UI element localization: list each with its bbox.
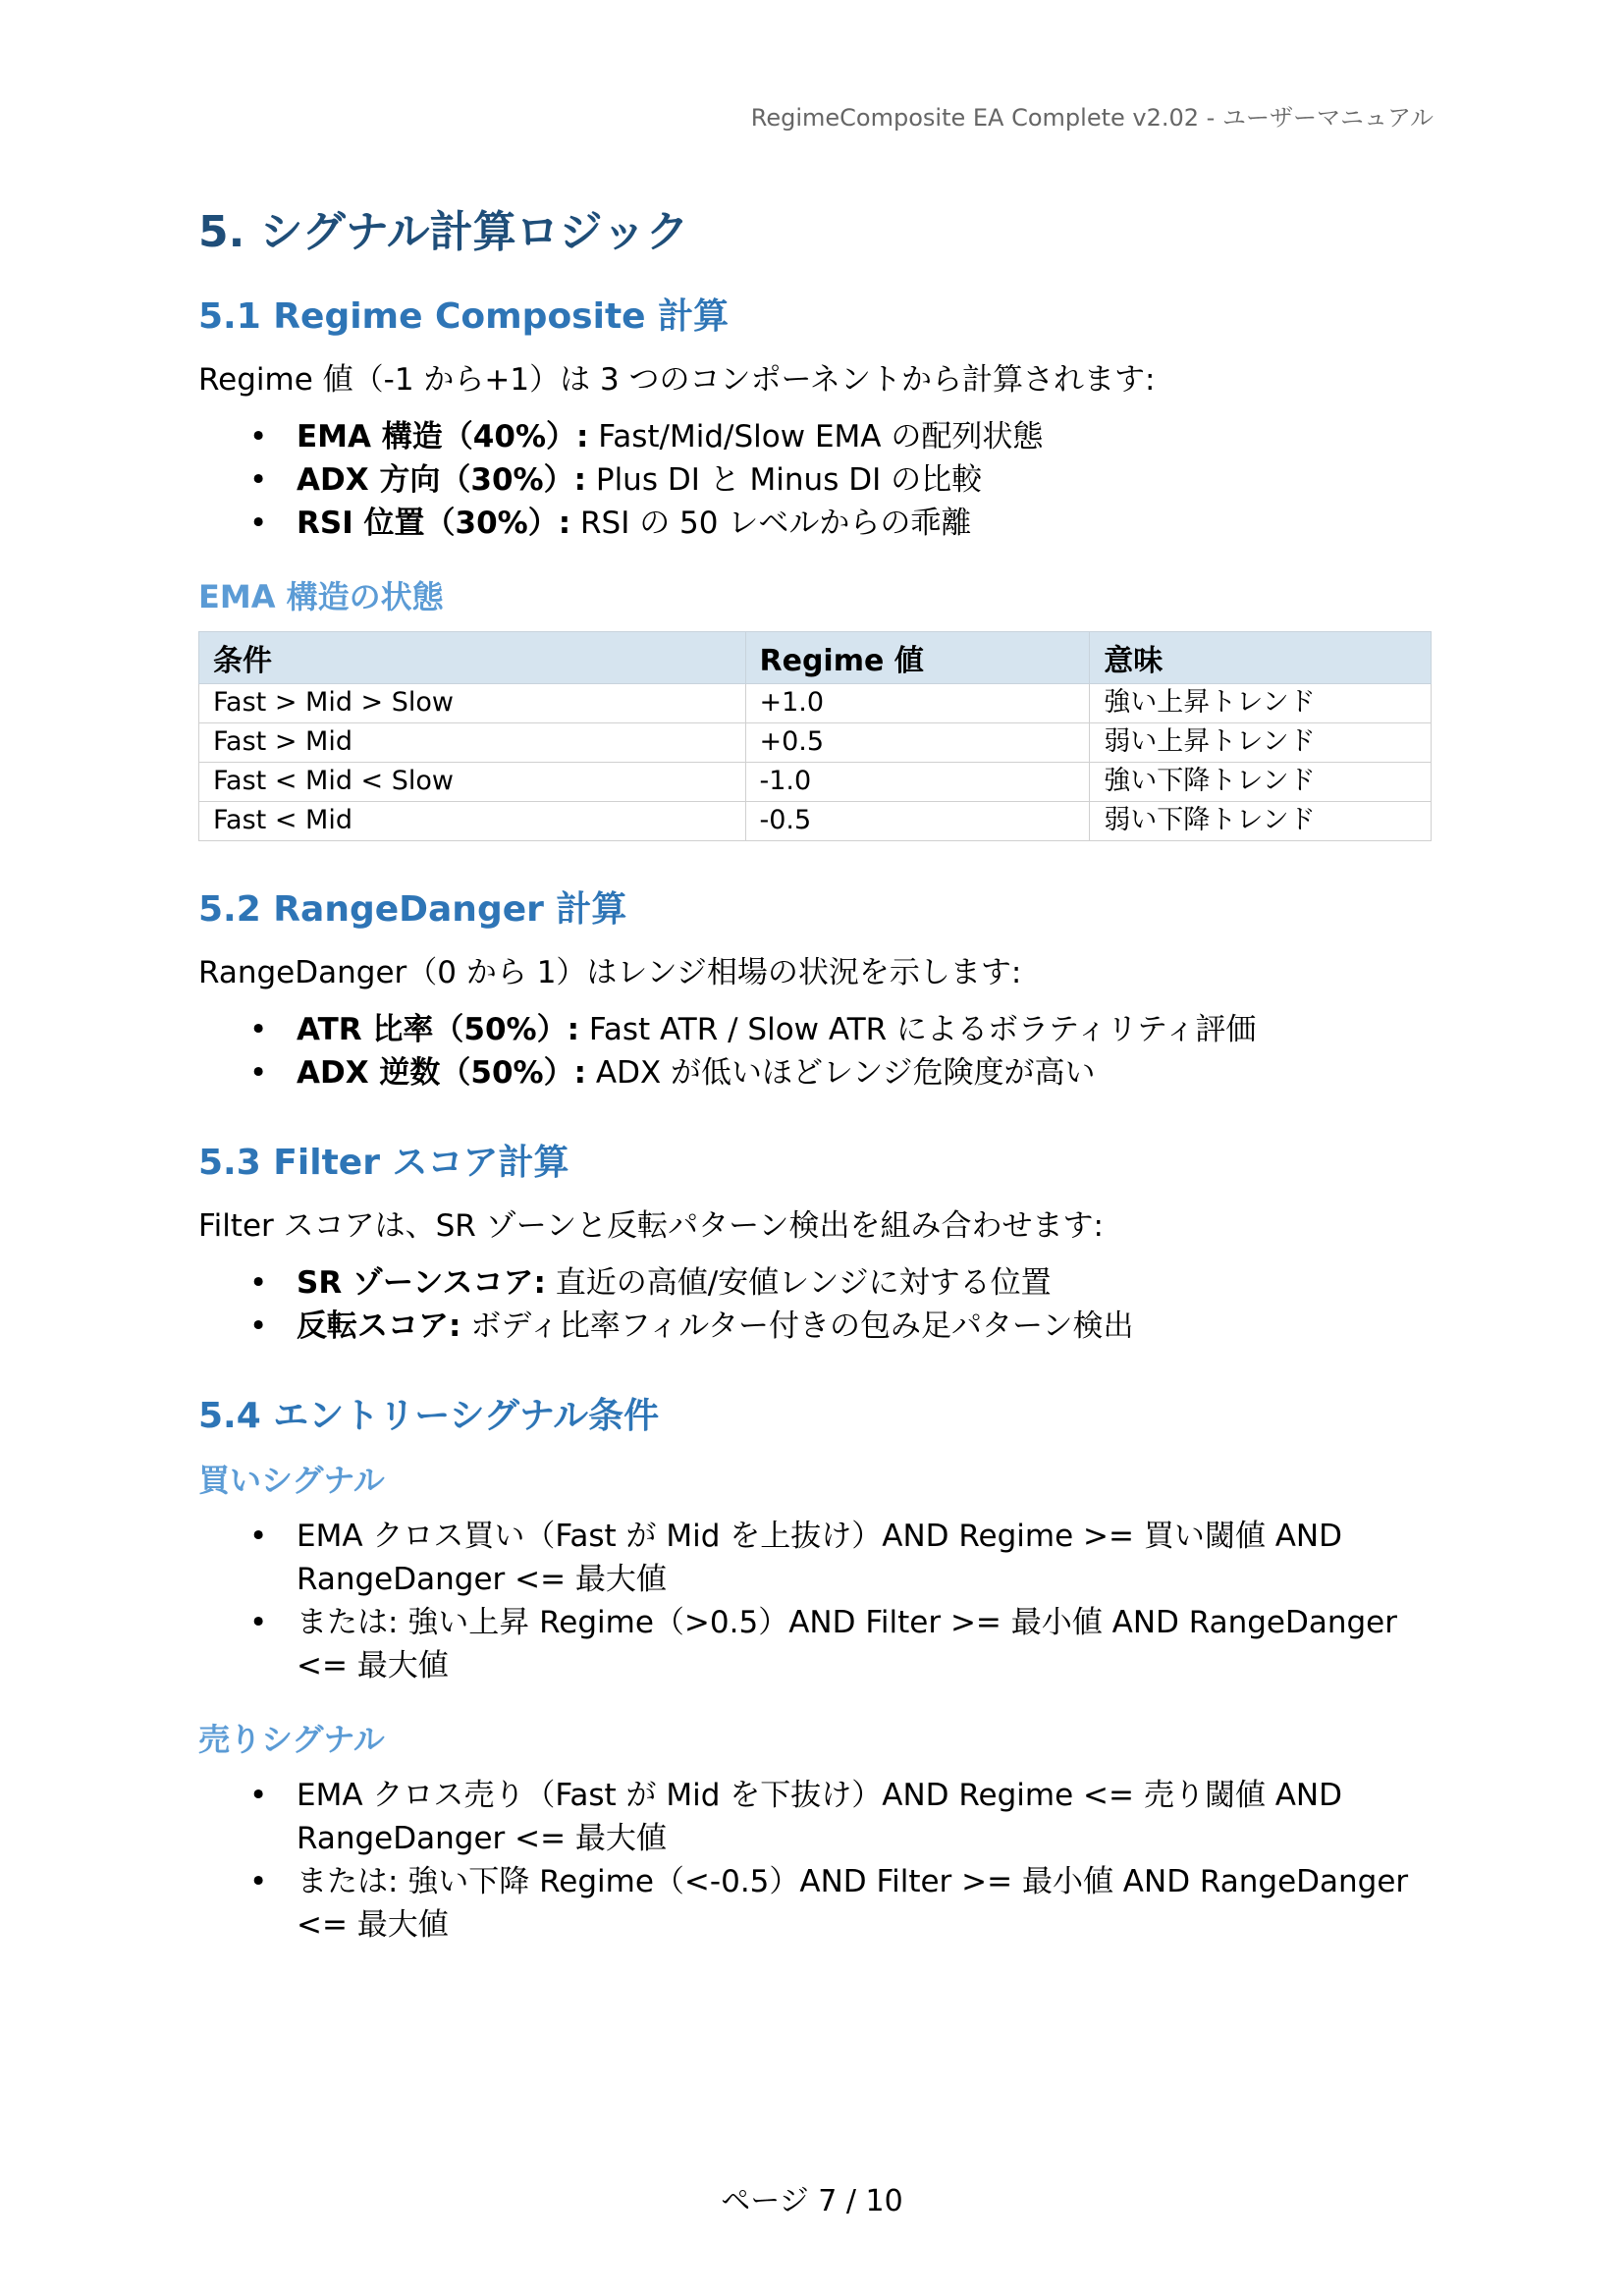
table-cell: +1.0	[745, 684, 1090, 723]
section-heading-5-4: 5.4 エントリーシグナル条件	[198, 1396, 660, 1436]
list-item	[198, 502, 1432, 545]
column-header: 意味	[1090, 632, 1432, 684]
section-intro-5-1: Regime 値（-1 から+1）は 3 つのコンポーネントから計算されます:	[198, 362, 1156, 398]
item-text-line: RangeDanger <= 最大値	[297, 1562, 667, 1597]
bullet-icon: •	[249, 1778, 268, 1813]
bullet-icon: •	[249, 1308, 268, 1344]
list-item	[198, 1860, 1432, 1947]
item-label: ADX 逆数（50%）:	[297, 1055, 587, 1091]
bullet-icon: •	[249, 1864, 268, 1899]
list-item	[198, 1008, 1432, 1051]
table-cell: 弱い下降トレンド	[1090, 802, 1432, 841]
table-cell: Fast < Mid < Slow	[199, 763, 746, 802]
table-cell: Fast > Mid	[199, 723, 746, 763]
table-row	[199, 802, 1432, 841]
item-text: Fast ATR / Slow ATR によるボラティリティ評価	[579, 1012, 1257, 1047]
item-label: 反転スコア:	[297, 1308, 461, 1344]
sell-signal-list	[198, 1774, 1432, 1947]
ema-structure-table	[198, 631, 1432, 841]
table-cell: 強い上昇トレンド	[1090, 684, 1432, 723]
bullet-icon: •	[249, 506, 268, 541]
table-row	[199, 723, 1432, 763]
item-text: ADX が低いほどレンジ危険度が高い	[586, 1055, 1096, 1091]
column-header: Regime 値	[745, 632, 1090, 684]
bullet-icon: •	[249, 419, 268, 454]
bullet-list-5-3	[198, 1261, 1432, 1348]
section-heading-5-3: 5.3 Filter スコア計算	[198, 1143, 569, 1183]
section-intro-5-2: RangeDanger（0 から 1）はレンジ相場の状況を示します:	[198, 955, 1022, 990]
item-text-line: <= 最大値	[297, 1907, 449, 1943]
list-item	[198, 458, 1432, 502]
item-label: RSI 位置（30%）:	[297, 506, 571, 541]
item-label: ATR 比率（50%）:	[297, 1012, 579, 1047]
item-text: 直近の高値/安値レンジに対する位置	[545, 1265, 1052, 1301]
table-cell: Fast < Mid	[199, 802, 746, 841]
list-item	[198, 1305, 1432, 1348]
item-text-line: または: 強い上昇 Regime（>0.5）AND Filter >= 最小値 AND RangeDanger	[297, 1605, 1397, 1640]
section-heading-5-1: 5.1 Regime Composite 計算	[198, 296, 730, 337]
page-content	[198, 201, 1432, 1976]
item-text: RSI の 50 レベルからの乖離	[570, 506, 972, 541]
item-text-line: EMA クロス売り（Fast が Mid を下抜け）AND Regime <= 売り閾値 AND	[297, 1778, 1342, 1813]
table-row	[199, 684, 1432, 723]
bullet-icon: •	[249, 462, 268, 498]
table-row	[199, 763, 1432, 802]
list-item	[198, 1051, 1432, 1095]
section-intro-5-3: Filter スコアは、SR ゾーンと反転パターン検出を組み合わせます:	[198, 1208, 1104, 1244]
page-number: ページ 7 / 10	[721, 2184, 903, 2218]
section-heading-5-2: 5.2 RangeDanger 計算	[198, 889, 627, 930]
bullet-list-5-2	[198, 1008, 1432, 1095]
table-heading: EMA 構造の状態	[198, 578, 444, 615]
list-item	[198, 1261, 1432, 1305]
item-text-line: <= 最大値	[297, 1648, 449, 1683]
item-text-line: または: 強い下降 Regime（<-0.5）AND Filter >= 最小値 AND RangeDanger	[297, 1864, 1409, 1899]
item-text: ボディ比率フィルター付きの包み足パターン検出	[460, 1308, 1134, 1344]
buy-signal-heading: 買いシグナル	[198, 1462, 385, 1499]
running-header: RegimeComposite EA Complete v2.02 - ユーザーマニュアル	[750, 104, 1434, 132]
table-cell: -0.5	[745, 802, 1090, 841]
bullet-list-5-1	[198, 415, 1432, 545]
bullet-icon: •	[249, 1055, 268, 1091]
item-label: EMA 構造（40%）:	[297, 419, 589, 454]
item-label: SR ゾーンスコア:	[297, 1265, 546, 1301]
bullet-icon: •	[249, 1605, 268, 1640]
item-text: Plus DI と Minus DI の比較	[586, 462, 983, 498]
sell-signal-heading: 売りシグナル	[198, 1721, 385, 1758]
list-item	[198, 415, 1432, 458]
item-text: Fast/Mid/Slow EMA の配列状態	[588, 419, 1044, 454]
item-label: ADX 方向（30%）:	[297, 462, 587, 498]
list-item	[198, 1601, 1432, 1687]
table-cell: 強い下降トレンド	[1090, 763, 1432, 802]
bullet-icon: •	[249, 1519, 268, 1554]
table-cell: -1.0	[745, 763, 1090, 802]
item-text-line: EMA クロス買い（Fast が Mid を上抜け）AND Regime >= 買い閾値 AND	[297, 1519, 1342, 1554]
table-cell: +0.5	[745, 723, 1090, 763]
buy-signal-list	[198, 1515, 1432, 1687]
table-cell: 弱い上昇トレンド	[1090, 723, 1432, 763]
bullet-icon: •	[249, 1265, 268, 1301]
page-title: 5. シグナル計算ロジック	[198, 207, 689, 257]
bullet-icon: •	[249, 1012, 268, 1047]
list-item	[198, 1515, 1432, 1601]
table-cell: Fast > Mid > Slow	[199, 684, 746, 723]
list-item	[198, 1774, 1432, 1860]
table-header-row	[199, 632, 1432, 684]
column-header: 条件	[199, 632, 746, 684]
item-text-line: RangeDanger <= 最大値	[297, 1821, 667, 1856]
